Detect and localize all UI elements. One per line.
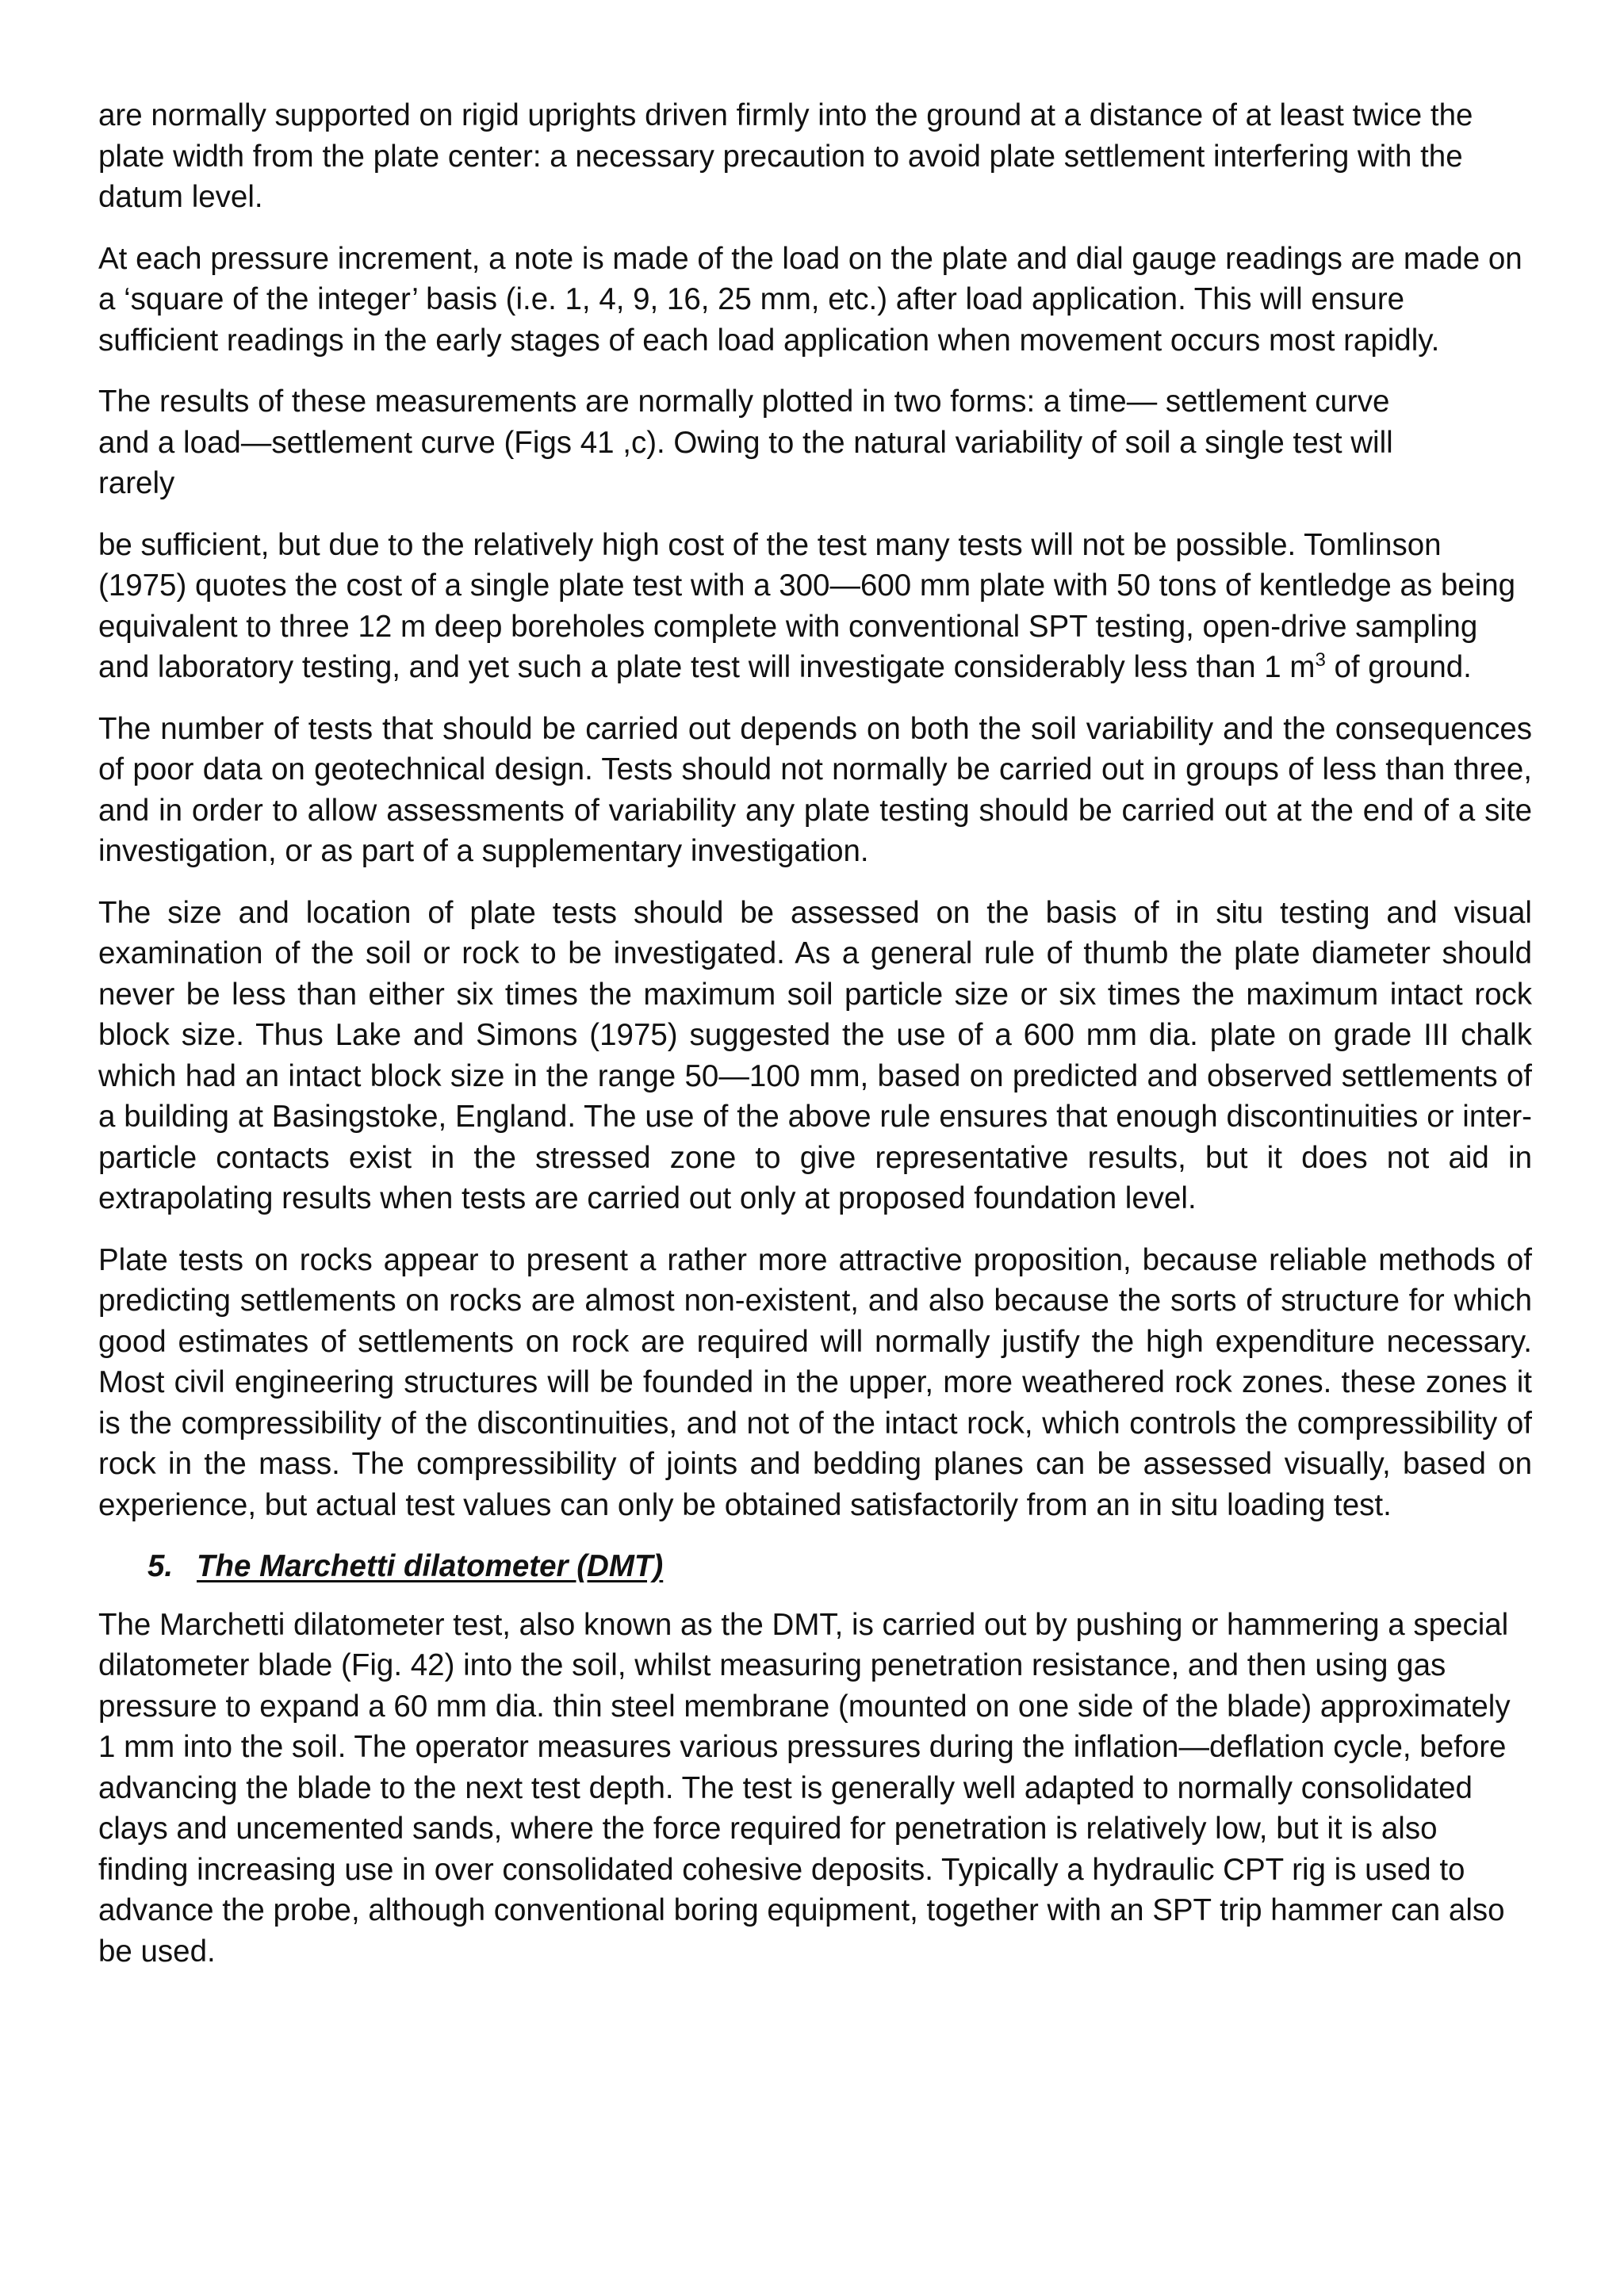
paragraph-line: The results of these measurements are normally plotted in two forms: a time— settlement curve [98,385,1390,419]
paragraph-results-plotting [98,381,1532,504]
paragraph-dmt-description: The Marchetti dilatometer test, also known as the DMT, is carried out by pushing or hammering a special dilatometer blade (Fig. 42) into the soil, whilst measuring penetration resistance, and then using gas pressure to expand a 60 mm dia. thin steel membrane (mounted on one side of the blade) approximately 1 mm into the soil. The operator measures various pressures during the inflation—deflation cycle, before advancing the blade to the next test depth. The test is generally well adapted to normally consolidated clays and uncemented sands, where the force required for penetration is relatively low, but it is also finding increasing use in over consolidated cohesive deposits. Typically a hydraulic CPT rig is used to advance the probe, although conventional boring equipment, together with an SPT trip hammer can also be used. [98,1607,1511,1969]
paragraph-line: and a load—settlement curve (Figs 41 ,c). Owing to the natural variability of soil a single test will [98,425,1393,460]
paragraph-datum-supports: are normally supported on rigid uprights driven firmly into the ground at a distance of at least twice the plate width from the plate center: a necessary precaution to avoid plate settlement interfering with the datum level. [98,98,1473,214]
document-page [98,95,1532,1992]
superscript-cubed: 3 [1315,649,1326,672]
paragraph-size-location: The size and location of plate tests should be assessed on the basis of in situ testing and visual examination of the soil or rock to be investigated. As a general rule of thumb the plate diameter should never be less than either six times the maximum soil particle size or six times the maximum intact rock block size. Thus Lake and Simons (1975) suggested the use of a 600 mm dia. plate on grade III chalk which had an intact block size in the range 50—100 mm, based on predicted and observed settlements of a building at Basingstoke, England. The use of the above rule ensures that enough discontinuities or inter-particle contacts exist in the stressed zone to give representative results, but it does not aid in extrapolating results when tests are carried out only at proposed foundation level. [98,895,1532,1215]
paragraph-text: of ground. [1325,650,1472,684]
paragraph-text: be sufficient, but due to the relatively high cost of the test many tests will not be possible. Tomlinson (1975) quotes the cost of a single plate test with a 300—600 mm plate with 50 tons of kentledge as being equivalent to three 12 m deep boreholes complete with conventional SPT testing, open-drive sampling and laboratory testing, and yet such a plate test will investigate considerably less than 1 m [98,527,1516,684]
section-title: The Marchetti dilatometer (DMT) [197,1549,664,1583]
paragraph-plate-tests-rocks: Plate tests on rocks appear to present a rather more attractive proposition, because reliable methods of predicting settlements on rocks are almost non-existent, and also because the sorts of structure for which good estimates of settlements on rock are required will normally justify the high expenditure necessary. Most civil engineering structures will be founded in the upper, more weathered rock zones. these zones it is the compressibility of the discontinuities, and not of the intact rock, which controls the compressibility of rock in the mass. The compressibility of joints and bedding planes can be assessed visually, based on experience, but actual test values can only be obtained satisfactorily from an in situ loading test. [98,1242,1532,1522]
section-heading [147,1546,1532,1587]
paragraph-pressure-increment: At each pressure increment, a note is made of the load on the plate and dial gauge readings are made on a ‘square of the integer’ basis (i.e. 1, 4, 9, 16, 25 mm, etc.) after load application. This will ensure sufficient readings in the early stages of each load application when movement occurs most rapidly. [98,241,1522,358]
paragraph-number-of-tests: The number of tests that should be carried out depends on both the soil variability and the consequences of poor data on geotechnical design. Tests should not normally be carried out in groups of less than three, and in order to allow assessments of variability any plate testing should be carried out at the end of a site investigation, or as part of a supplementary investigation. [98,711,1532,868]
paragraph-test-cost [98,525,1532,688]
paragraph-line: rarely [98,466,175,500]
section-number: 5. [147,1549,174,1583]
